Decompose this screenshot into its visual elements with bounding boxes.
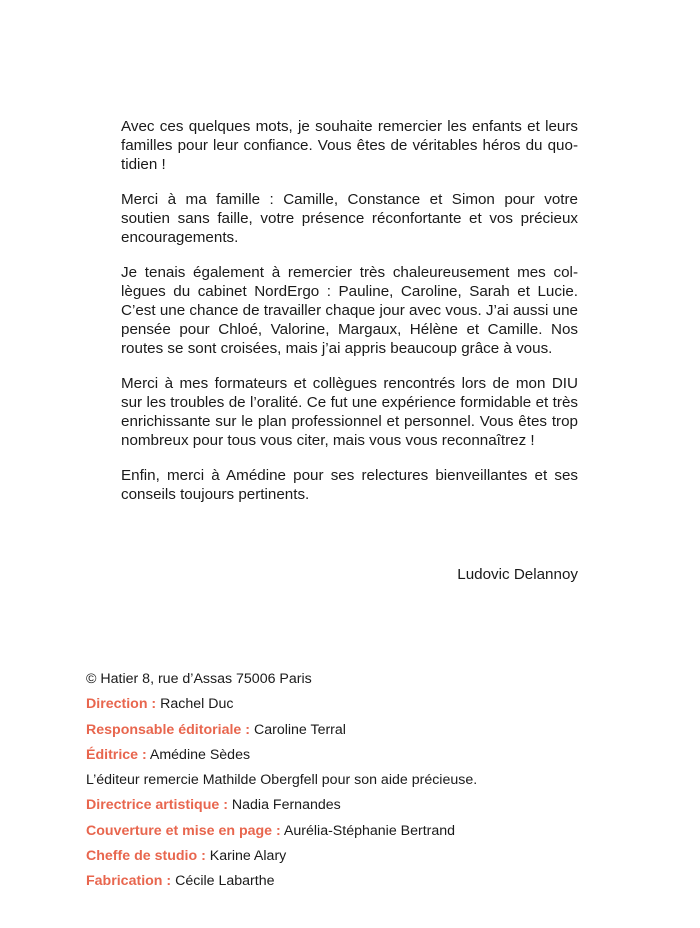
credit-label: Directrice artistique : bbox=[86, 797, 228, 814]
author-signature: Ludovic Delannoy bbox=[457, 566, 578, 583]
credit-direction bbox=[86, 695, 646, 720]
credit-art-director bbox=[86, 796, 646, 821]
credit-value: Karine Alary bbox=[209, 848, 287, 865]
credit-value: Rachel Duc bbox=[160, 696, 234, 713]
credit-cover-layout bbox=[86, 822, 646, 847]
acknowledgement-paragraph-2: Merci à ma famille : Camille, Constance et Simon pour votre soutien sans faille, votre présence réconfortante et vos précieux encouragements. bbox=[121, 191, 578, 246]
acknowledgement-paragraph-5: Enfin, merci à Amédine pour ses relectures bienveillantes et ses conseils toujours pertinents. bbox=[121, 467, 578, 503]
credit-value: Amédine Sèdes bbox=[149, 746, 251, 763]
publisher-thanks: L’éditeur remercie Mathilde Obergfell pour son aide précieuse. bbox=[86, 772, 478, 789]
acknowledgement-paragraph-1: Avec ces quelques mots, je souhaite remercier les enfants et leurs familles pour leur confiance. Vous êtes de véritables héros du quotidien ! bbox=[121, 118, 578, 173]
credit-editor bbox=[86, 746, 646, 771]
credit-label: Fabrication : bbox=[86, 873, 172, 890]
credit-value: Caroline Terral bbox=[253, 721, 346, 738]
acknowledgement-paragraph-3: Je tenais également à remercier très chaleureusement mes collègues du cabinet NordErgo : Pauline, Caroline, Sarah et Lucie. C’est une chance de travailler chaque jour avec vous. J’ai aussi une pensée pour Chloé, Valorine, Margaux, Hélène et Camille. Nos routes se sont croisées, mais j’ai appris beaucoup grâce à vous. bbox=[121, 264, 578, 357]
publisher-line: © Hatier 8, rue d’Assas 75006 Paris bbox=[86, 671, 312, 687]
colophon bbox=[86, 670, 646, 898]
credit-label: Éditrice : bbox=[86, 746, 147, 763]
credit-studio bbox=[86, 847, 646, 872]
acknowledgement-paragraph-4: Merci à mes formateurs et collègues rencontrés lors de mon DIU sur les troubles de l’oralité. Ce fut une expérience formidable et très enrichissante sur le plan professionnel et personnel. Vous êtes trop nombreux pour tous vous citer, mais vous vous reconnaîtrez ! bbox=[121, 375, 578, 449]
credit-value: Cécile Labarthe bbox=[175, 873, 275, 890]
credit-value: Nadia Fernandes bbox=[231, 797, 341, 814]
acknowledgements-section bbox=[121, 117, 578, 520]
credit-label: Direction : bbox=[86, 696, 157, 713]
credit-label: Responsable éditoriale : bbox=[86, 721, 250, 738]
credit-label: Couverture et mise en page : bbox=[86, 822, 281, 839]
credit-production bbox=[86, 872, 646, 897]
credit-value: Aurélia-Stéphanie Bertrand bbox=[283, 822, 456, 839]
credit-editorial bbox=[86, 721, 646, 746]
credit-label: Cheffe de studio : bbox=[86, 848, 206, 865]
